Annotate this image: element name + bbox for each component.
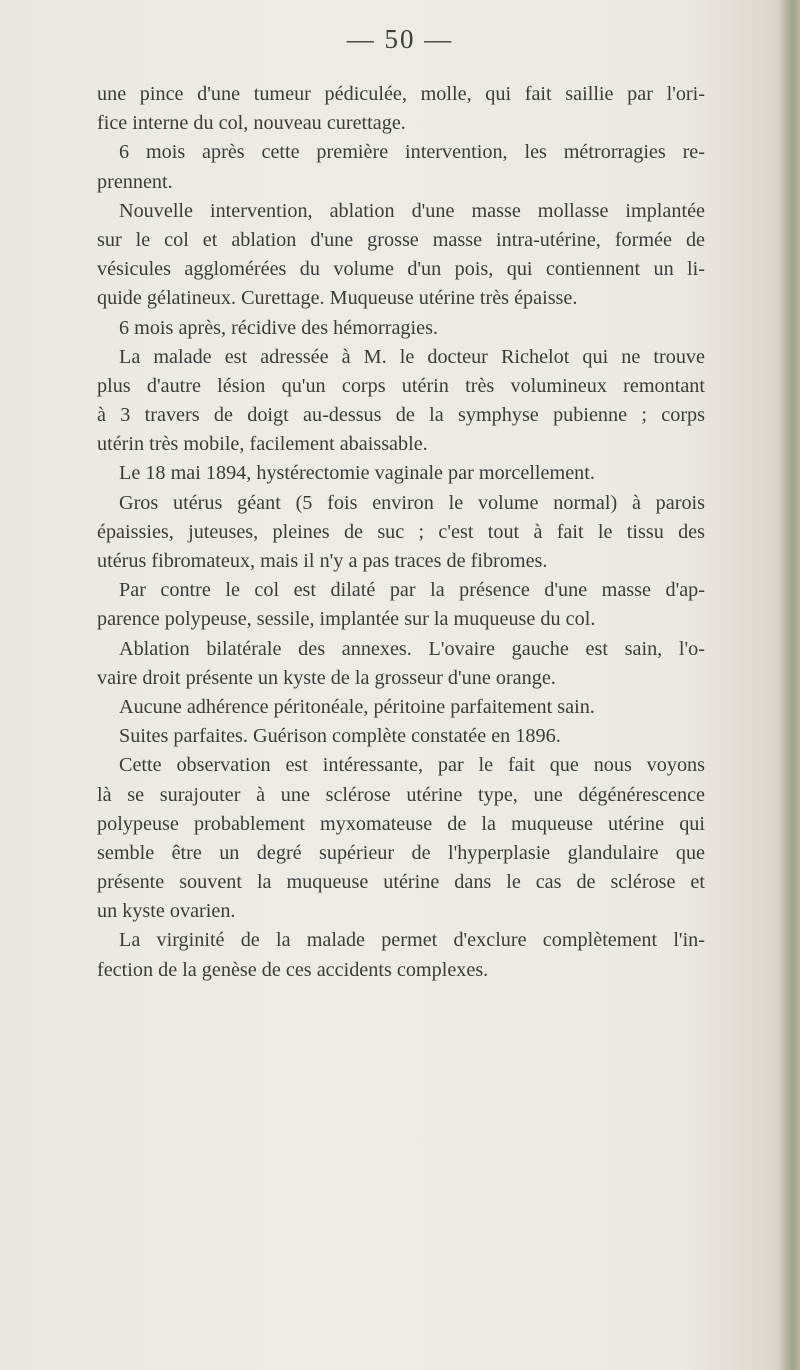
text-line: Cette observation est intéressante, par le fait que nous voyons bbox=[119, 754, 705, 777]
text-line: Aucune adhérence péritonéale, péritoine parfaitement sain. bbox=[119, 695, 595, 718]
text-line: présente souvent la muqueuse utérine dans le cas de sclérose et bbox=[97, 871, 705, 894]
text-line: fection de la genèse de ces accidents complexes. bbox=[97, 958, 489, 981]
text-line: un kyste ovarien. bbox=[97, 900, 236, 923]
text-line: fice interne du col, nouveau curettage. bbox=[97, 112, 406, 135]
text-line: polypeuse probablement myxomateuse de la muqueuse utérine qui bbox=[97, 812, 705, 835]
text-line: vésicules agglomérées du volume d'un pois, qui contiennent un li- bbox=[97, 258, 705, 281]
text-line: Nouvelle intervention, ablation d'une masse mollasse implantée bbox=[119, 199, 705, 222]
text-line: Par contre le col est dilaté par la présence d'une masse d'ap- bbox=[119, 579, 705, 602]
body-text bbox=[97, 80, 705, 985]
text-line: quide gélatineux. Curettage. Muqueuse utérine très épaisse. bbox=[97, 287, 578, 310]
text-line: Le 18 mai 1894, hystérectomie vaginale par morcellement. bbox=[119, 462, 595, 485]
text-line: 6 mois après, récidive des hémorragies. bbox=[119, 316, 438, 339]
text-line: prennent. bbox=[97, 170, 173, 193]
text-line: épaissies, juteuses, pleines de suc ; c'est tout à fait le tissu des bbox=[97, 520, 705, 543]
text-line: utérus fibromateux, mais il n'y a pas traces de fibromes. bbox=[97, 550, 548, 572]
text-line: utérin très mobile, facilement abaissable. bbox=[97, 433, 428, 456]
text-line: sur le col et ablation d'une grosse masse intra-utérine, formée de bbox=[97, 228, 705, 251]
text-line: plus d'autre lésion qu'un corps utérin très volumineux remontant bbox=[97, 374, 705, 397]
text-line: 6 mois après cette première intervention, les métrorragies re- bbox=[119, 141, 705, 164]
text-line: à 3 travers de doigt au-dessus de la symphyse pubienne ; corps bbox=[97, 404, 705, 427]
page-edge-stain bbox=[778, 0, 800, 1370]
text-line: là se surajouter à une sclérose utérine type, une dégénérescence bbox=[97, 783, 705, 806]
text-line: parence polypeuse, sessile, implantée sur la muqueuse du col. bbox=[97, 608, 596, 631]
text-line: Gros utérus géant (5 fois environ le volume normal) à parois bbox=[119, 491, 705, 514]
text-line: vaire droit présente un kyste de la grosseur d'une orange. bbox=[97, 666, 556, 689]
page-number: — 50 — bbox=[346, 24, 454, 54]
text-line: La malade est adressée à M. le docteur Richelot qui ne trouve bbox=[119, 345, 705, 368]
text-line: Ablation bilatérale des annexes. L'ovaire gauche est sain, l'o- bbox=[119, 637, 705, 660]
text-line: semble être un degré supérieur de l'hyperplasie glandulaire que bbox=[97, 841, 705, 864]
text-line: Suites parfaites. Guérison complète constatée en 1896. bbox=[119, 725, 561, 748]
text-line: une pince d'une tumeur pédiculée, molle, qui fait saillie par l'ori- bbox=[97, 83, 705, 105]
text-line: La virginité de la malade permet d'exclure complètement l'in- bbox=[119, 929, 705, 952]
